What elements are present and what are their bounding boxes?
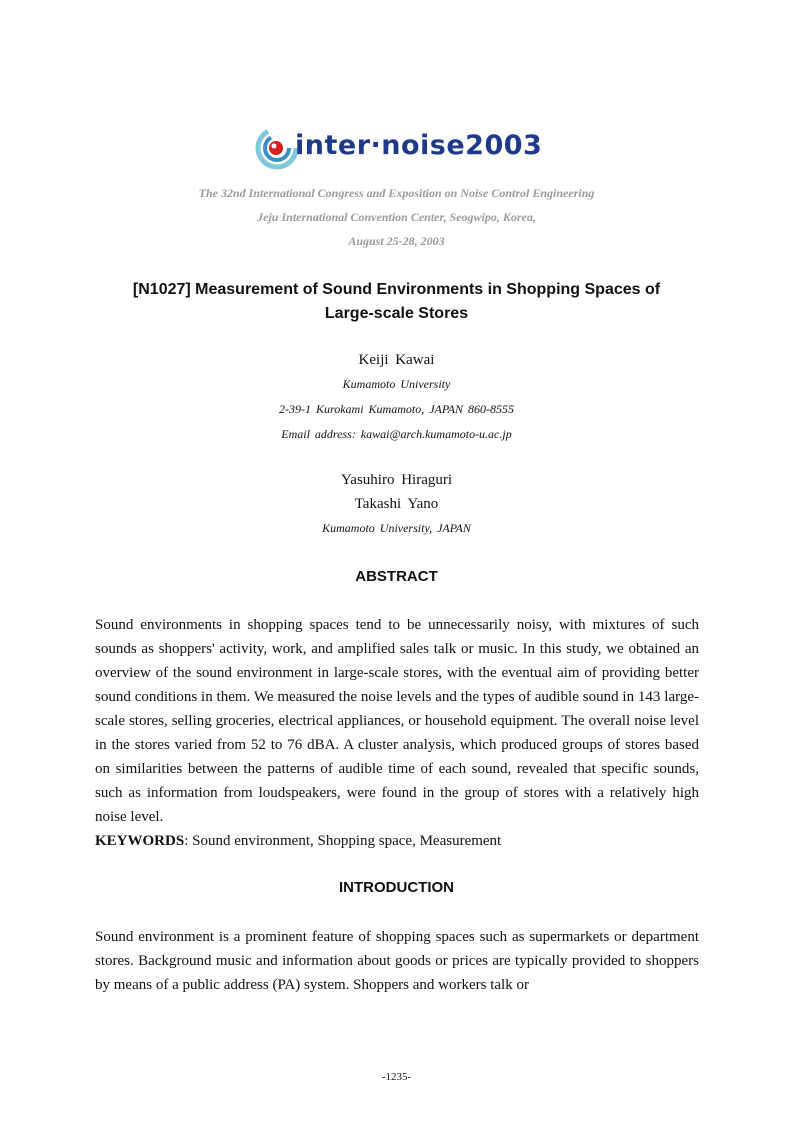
introduction-text: Sound environment is a prominent feature of shopping spaces such as supermarkets or department stores. Background music and information about goods or prices are typically provided to shoppers by means of a public address (PA) system. Shoppers and workers talk or (95, 929, 699, 993)
abstract-body: Sound environments in shopping spaces tend to be unnecessarily noisy, with mixtures of such sounds as shoppers' activity, work, and amplified sales talk or music. In this study, we obtained an overview of the sound environment in large-scale stores, with the eventual aim of providing better sound conditions in them. We measured the noise levels and the types of audible sound in 143 large-scale stores, selling groceries, electrical appliances, or household equipment. The overall noise level in the stores varied from 52 to 76 dBA. A cluster analysis, which produced groups of stores based on similarities between the patterns of audible time of each sound, revealed that specific sounds, such as information from loudspeakers, were found in the group of stores with a relatively high noise level. (95, 617, 699, 825)
swirl-logo-icon (255, 120, 299, 176)
author-affiliation: Kumamoto University, JAPAN (322, 521, 471, 535)
author-name: Takashi Yano (354, 496, 439, 512)
conference-name: The 32nd International Congress and Exposition on Noise Control Engineering (198, 186, 595, 200)
conference-date: August 25-28, 2003 (348, 234, 445, 248)
conference-logo (255, 120, 545, 176)
paper-title-line-2: Large-scale Stores (324, 305, 469, 322)
introduction-heading: INTRODUCTION (339, 879, 454, 896)
logo-wordmark: inter·noise2003 (295, 130, 543, 161)
abstract-text (95, 613, 699, 853)
author-email: Email address: kawai@arch.kumamoto-u.ac.jp (281, 427, 512, 441)
author-name: Yasuhiro Hiraguri (340, 472, 453, 488)
author-address: 2-39-1 Kurokami Kumamoto, JAPAN 860-8555 (279, 402, 514, 416)
abstract-heading: ABSTRACT (355, 568, 438, 585)
conference-venue: Jeju International Convention Center, Seogwipo, Korea, (257, 210, 536, 224)
keywords-list: : Sound environment, Shopping space, Measurement (184, 833, 502, 849)
paper-title-line-1: [N1027] Measurement of Sound Environments in Shopping Spaces of (132, 281, 661, 298)
keywords-label: KEYWORDS (95, 833, 185, 849)
page-number: -1235- (381, 1071, 412, 1083)
author-name: Keiji Kawai (358, 352, 435, 368)
author-affiliation: Kumamoto University (342, 377, 451, 391)
